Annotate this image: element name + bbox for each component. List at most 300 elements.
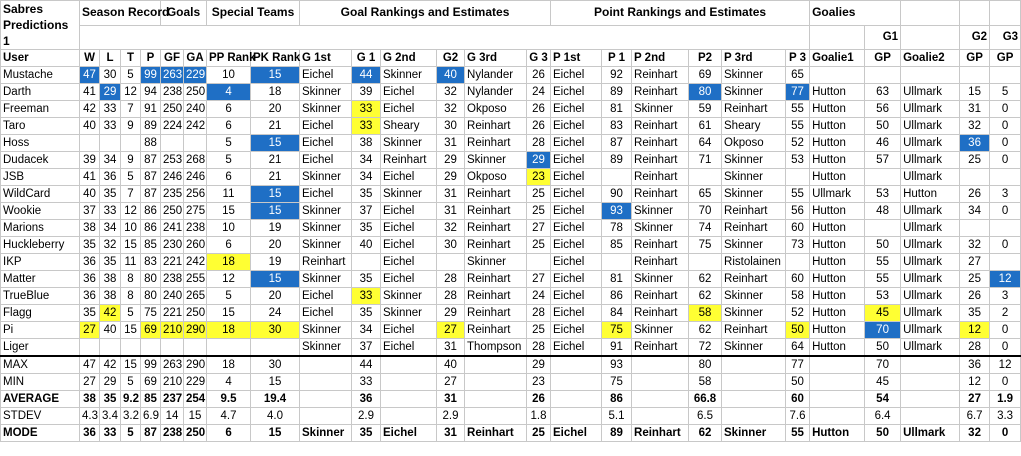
cell: 88 <box>141 135 161 152</box>
cell: Ullmark <box>901 305 960 322</box>
cell: 28 <box>960 339 990 357</box>
user-row <box>1 169 1021 186</box>
cell: 65 <box>689 186 722 203</box>
cell: 250 <box>184 84 207 101</box>
sheet-title: Sabres Predictions 1 <box>1 1 80 50</box>
cell: Reinhart <box>465 425 527 442</box>
cell: Hutton <box>810 169 865 186</box>
cell: Ullmark <box>901 339 960 357</box>
cell: 85 <box>141 237 161 254</box>
cell <box>632 356 689 374</box>
column-header: P <box>141 50 161 67</box>
cell: 35 <box>352 305 381 322</box>
cell <box>901 391 960 408</box>
cell: 33 <box>352 288 381 305</box>
column-header: P 3rd <box>722 50 786 67</box>
cell: Reinhart <box>722 220 786 237</box>
cell: Hutton <box>810 101 865 118</box>
user-row <box>1 339 1021 357</box>
cell: 5 <box>121 305 141 322</box>
cell: 55 <box>786 186 810 203</box>
cell: 5 <box>990 84 1021 101</box>
cell: Eichel <box>551 67 602 84</box>
cell: Reinhart <box>632 67 689 84</box>
cell: 250 <box>161 203 184 220</box>
cell: Ullmark <box>901 135 960 152</box>
cell: 6 <box>207 425 251 442</box>
cell: 5 <box>121 67 141 84</box>
cell: Okposo <box>722 135 786 152</box>
cell: Hutton <box>810 305 865 322</box>
cell <box>990 254 1021 271</box>
cell: 50 <box>786 374 810 391</box>
cell: Eichel <box>551 186 602 203</box>
cell: 92 <box>602 67 632 84</box>
cell: Skinner <box>300 237 352 254</box>
sheet-body <box>1 1 1021 442</box>
user-row <box>1 67 1021 84</box>
cell: 78 <box>602 220 632 237</box>
g1-gp-top-label: G1 <box>865 25 901 50</box>
cell <box>300 408 352 425</box>
cell: 210 <box>161 322 184 339</box>
cell: 86 <box>141 220 161 237</box>
cell: 250 <box>184 305 207 322</box>
cell: 70 <box>689 203 722 220</box>
cell: 240 <box>161 288 184 305</box>
cell: Eichel <box>551 220 602 237</box>
cell: 27 <box>527 271 551 288</box>
cell: 20 <box>251 101 300 118</box>
cell: Skinner <box>300 322 352 339</box>
cell: Skinner <box>722 305 786 322</box>
cell: 86 <box>602 288 632 305</box>
user-row <box>1 84 1021 101</box>
user-name: Liger <box>1 339 80 357</box>
cell <box>465 374 527 391</box>
user-name: Pi <box>1 322 80 339</box>
cell: Eichel <box>551 425 602 442</box>
cell: Reinhart <box>632 254 689 271</box>
cell: Reinhart <box>722 322 786 339</box>
cell: 246 <box>161 169 184 186</box>
cell: Eichel <box>551 288 602 305</box>
user-name: Flagg <box>1 305 80 322</box>
user-name: Taro <box>1 118 80 135</box>
cell: 27 <box>960 391 990 408</box>
cell: 34 <box>352 169 381 186</box>
user-row <box>1 135 1021 152</box>
cell: Eichel <box>381 322 437 339</box>
cell: 3.4 <box>100 408 121 425</box>
column-header: PP Rank <box>207 50 251 67</box>
cell: Skinner <box>381 135 437 152</box>
cell: 2 <box>990 305 1021 322</box>
cell: 38 <box>100 271 121 288</box>
column-header: L <box>100 50 121 67</box>
stat-label: MODE <box>1 425 80 442</box>
cell: 265 <box>184 288 207 305</box>
cell: 30 <box>100 67 121 84</box>
cell: Skinner <box>722 84 786 101</box>
cell: Reinhart <box>465 271 527 288</box>
cell: 31 <box>437 425 465 442</box>
cell: 20 <box>251 288 300 305</box>
cell: 37 <box>352 203 381 220</box>
cell: 89 <box>141 118 161 135</box>
column-header: G 1st <box>300 50 352 67</box>
cell <box>990 220 1021 237</box>
cell: 40 <box>352 237 381 254</box>
cell: 80 <box>141 288 161 305</box>
cell: 85 <box>602 237 632 254</box>
cell: 36 <box>80 271 100 288</box>
cell: 15 <box>251 135 300 152</box>
cell: 32 <box>960 118 990 135</box>
cell <box>381 374 437 391</box>
cell: 32 <box>960 425 990 442</box>
cell: Skinner <box>722 169 786 186</box>
cell <box>465 356 527 374</box>
cell: 75 <box>602 374 632 391</box>
cell: 87 <box>141 186 161 203</box>
user-name: Huckleberry <box>1 237 80 254</box>
cell: 39 <box>352 84 381 101</box>
cell <box>381 408 437 425</box>
cell <box>990 67 1021 84</box>
cell: 47 <box>80 356 100 374</box>
cell: Thompson <box>465 339 527 357</box>
cell: 93 <box>602 356 632 374</box>
group-header-row <box>1 1 1021 26</box>
cell: Eichel <box>300 135 352 152</box>
cell: Eichel <box>551 271 602 288</box>
cell: 238 <box>161 271 184 288</box>
cell: Skinner <box>632 322 689 339</box>
cell: Eichel <box>381 425 437 442</box>
cell: 56 <box>786 203 810 220</box>
cell: Reinhart <box>465 135 527 152</box>
cell: Okposo <box>465 101 527 118</box>
cell: 36 <box>960 356 990 374</box>
cell <box>901 67 960 84</box>
user-name: Wookie <box>1 203 80 220</box>
cell: 241 <box>161 220 184 237</box>
cell: 256 <box>184 186 207 203</box>
user-name: WildCard <box>1 186 80 203</box>
stat-row <box>1 374 1021 391</box>
cell: Skinner <box>300 84 352 101</box>
cell: 4 <box>207 374 251 391</box>
cell: Hutton <box>810 135 865 152</box>
cell: 89 <box>602 425 632 442</box>
cell: Eichel <box>381 254 437 271</box>
cell: Eichel <box>300 152 352 169</box>
cell: 10 <box>121 220 141 237</box>
cell: Sheary <box>381 118 437 135</box>
cell: 12 <box>960 374 990 391</box>
cell: 28 <box>527 339 551 357</box>
cell: Eichel <box>551 135 602 152</box>
cell: 55 <box>786 101 810 118</box>
user-name: TrueBlue <box>1 288 80 305</box>
cell: 74 <box>689 220 722 237</box>
cell: 6.4 <box>865 408 901 425</box>
cell <box>80 135 100 152</box>
cell: 62 <box>689 425 722 442</box>
cell: 18 <box>251 84 300 101</box>
cell: Reinhart <box>465 220 527 237</box>
cell <box>300 391 352 408</box>
cell: 46 <box>865 135 901 152</box>
cell: 23 <box>527 169 551 186</box>
cell: 36 <box>960 135 990 152</box>
cell <box>551 374 602 391</box>
cell: 54 <box>865 391 901 408</box>
cell: 11 <box>121 254 141 271</box>
cell: 25 <box>960 271 990 288</box>
cell: 58 <box>786 288 810 305</box>
subheader-row <box>1 25 1021 50</box>
cell: Reinhart <box>632 237 689 254</box>
cell: 42 <box>80 101 100 118</box>
cell: 6.9 <box>141 408 161 425</box>
cell: Skinner <box>722 67 786 84</box>
cell: 38 <box>352 135 381 152</box>
cell: Ullmark <box>901 220 960 237</box>
cell: 15 <box>251 271 300 288</box>
cell: 242 <box>184 118 207 135</box>
cell: 70 <box>865 356 901 374</box>
cell <box>865 169 901 186</box>
cell: Ullmark <box>901 84 960 101</box>
cell: Skinner <box>300 220 352 237</box>
cell: 40 <box>437 67 465 84</box>
cell <box>901 356 960 374</box>
user-name: Freeman <box>1 101 80 118</box>
stat-label: AVERAGE <box>1 391 80 408</box>
cell: 55 <box>786 118 810 135</box>
cell <box>990 169 1021 186</box>
cell: Reinhart <box>722 271 786 288</box>
cell: 33 <box>352 374 381 391</box>
cell: 77 <box>786 84 810 101</box>
cell <box>161 135 184 152</box>
cell <box>632 374 689 391</box>
cell: Skinner <box>381 288 437 305</box>
column-header: G2 <box>437 50 465 67</box>
cell: Eichel <box>381 271 437 288</box>
cell: 10 <box>207 67 251 84</box>
cell: 21 <box>251 118 300 135</box>
user-row <box>1 220 1021 237</box>
stat-row <box>1 408 1021 425</box>
cell: 235 <box>161 186 184 203</box>
column-header: Goalie1 <box>810 50 865 67</box>
cell: Skinner <box>300 203 352 220</box>
cell: Eichel <box>551 152 602 169</box>
cell: Eichel <box>300 288 352 305</box>
cell <box>722 374 786 391</box>
cell: Skinner <box>300 101 352 118</box>
cell: 30 <box>251 322 300 339</box>
cell <box>689 254 722 271</box>
cell: Skinner <box>722 152 786 169</box>
cell: 9 <box>121 118 141 135</box>
cell: 59 <box>689 101 722 118</box>
user-name: Darth <box>1 84 80 101</box>
cell: 12 <box>121 84 141 101</box>
cell: 0 <box>990 374 1021 391</box>
cell: 72 <box>689 339 722 357</box>
cell: 32 <box>437 84 465 101</box>
cell <box>602 254 632 271</box>
cell: 6.5 <box>689 408 722 425</box>
column-header: GF <box>161 50 184 67</box>
stat-row <box>1 425 1021 442</box>
user-row <box>1 203 1021 220</box>
cell: Reinhart <box>465 186 527 203</box>
user-row <box>1 305 1021 322</box>
cell: 87 <box>141 169 161 186</box>
cell <box>960 169 990 186</box>
cell: 25 <box>527 322 551 339</box>
cell: Reinhart <box>632 288 689 305</box>
cell: 69 <box>141 322 161 339</box>
cell: 62 <box>689 288 722 305</box>
cell: Eichel <box>551 203 602 220</box>
cell: Eichel <box>551 84 602 101</box>
cell: Ullmark <box>901 152 960 169</box>
cell: 5.1 <box>602 408 632 425</box>
cell: Ullmark <box>901 322 960 339</box>
cell <box>865 220 901 237</box>
cell: 48 <box>865 203 901 220</box>
cell: 29 <box>437 152 465 169</box>
cell: 52 <box>786 305 810 322</box>
cell: 19 <box>251 220 300 237</box>
column-header: P 1st <box>551 50 602 67</box>
column-header: GP <box>990 50 1021 67</box>
cell: Eichel <box>551 305 602 322</box>
cell: Nylander <box>465 84 527 101</box>
cell: 30 <box>251 356 300 374</box>
cell: 9.5 <box>207 391 251 408</box>
cell: 250 <box>161 101 184 118</box>
cell: 64 <box>786 339 810 357</box>
cell: Reinhart <box>465 322 527 339</box>
cell: 31 <box>437 391 465 408</box>
cell: 260 <box>184 237 207 254</box>
cell: Eichel <box>551 339 602 357</box>
cell: Eichel <box>300 305 352 322</box>
cell: 14 <box>161 408 184 425</box>
cell: 0 <box>990 101 1021 118</box>
cell: Reinhart <box>381 152 437 169</box>
stat-label: MIN <box>1 374 80 391</box>
cell: 15 <box>184 408 207 425</box>
cell: 61 <box>689 118 722 135</box>
cell: Skinner <box>381 186 437 203</box>
cell: 15 <box>207 305 251 322</box>
cell: 5 <box>207 152 251 169</box>
cell: 34 <box>352 152 381 169</box>
cell: 57 <box>865 152 901 169</box>
cell: 38 <box>80 391 100 408</box>
cell: Skinner <box>632 101 689 118</box>
cell: 40 <box>80 186 100 203</box>
column-header: G 3 <box>527 50 551 67</box>
cell: 0 <box>990 322 1021 339</box>
cell: 66.8 <box>689 391 722 408</box>
cell <box>810 67 865 84</box>
cell: 44 <box>352 67 381 84</box>
cell: 0 <box>990 425 1021 442</box>
cell: 70 <box>865 322 901 339</box>
cell: 47 <box>80 67 100 84</box>
cell: Ullmark <box>901 101 960 118</box>
cell: 8 <box>121 271 141 288</box>
cell: 44 <box>352 356 381 374</box>
cell: 254 <box>184 391 207 408</box>
cell: 62 <box>689 322 722 339</box>
cell: Ristolainen <box>722 254 786 271</box>
cell: 5 <box>207 135 251 152</box>
cell: 15 <box>251 186 300 203</box>
cell: 35 <box>352 271 381 288</box>
cell: 27 <box>80 374 100 391</box>
cell: 5 <box>121 169 141 186</box>
cell: Ullmark <box>901 254 960 271</box>
column-header: G 2nd <box>381 50 437 67</box>
cell: Reinhart <box>465 288 527 305</box>
cell: 91 <box>141 101 161 118</box>
cell: 77 <box>786 356 810 374</box>
cell: 246 <box>184 169 207 186</box>
cell: 87 <box>141 152 161 169</box>
cell <box>786 169 810 186</box>
cell: 71 <box>689 152 722 169</box>
cell <box>121 339 141 357</box>
cell <box>632 408 689 425</box>
cell: Reinhart <box>632 118 689 135</box>
cell: 31 <box>437 135 465 152</box>
cell <box>465 408 527 425</box>
user-row <box>1 288 1021 305</box>
cell: 4.7 <box>207 408 251 425</box>
column-header: GP <box>960 50 990 67</box>
cell: 15 <box>121 237 141 254</box>
cell: 2.9 <box>352 408 381 425</box>
cell: 85 <box>141 391 161 408</box>
cell: 56 <box>865 101 901 118</box>
user-name: JSB <box>1 169 80 186</box>
cell: 27 <box>437 322 465 339</box>
cell: 31 <box>960 101 990 118</box>
cell <box>865 67 901 84</box>
cell: 224 <box>161 118 184 135</box>
cell: 7 <box>121 101 141 118</box>
cell: 12 <box>990 271 1021 288</box>
cell: 36 <box>352 391 381 408</box>
cell: 19.4 <box>251 391 300 408</box>
cell: 36 <box>100 169 121 186</box>
cell: 36 <box>80 288 100 305</box>
cell: 52 <box>786 135 810 152</box>
cell <box>184 339 207 357</box>
cell: 24 <box>527 84 551 101</box>
cell: Reinhart <box>632 339 689 357</box>
